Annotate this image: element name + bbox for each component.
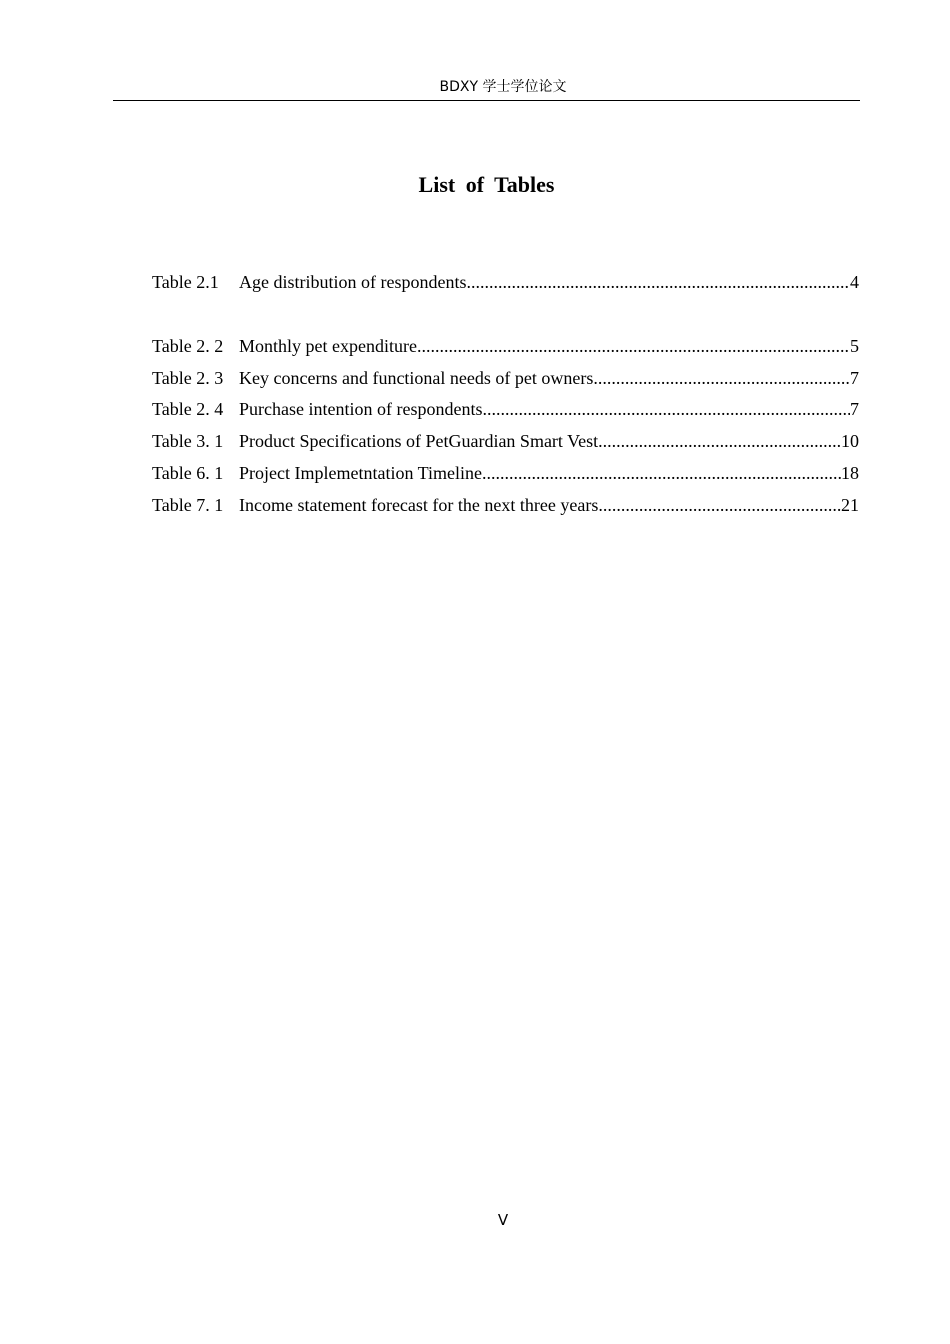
toc-entry-title: Project Implemetntation Timeline (239, 463, 482, 483)
toc-entry-label: Table 7. 1 (152, 495, 224, 515)
toc-entry[interactable] (152, 461, 859, 485)
toc-entry-label: Table 6. 1 (152, 463, 224, 483)
running-header: BDXY 学士学位论文 (439, 79, 567, 95)
toc-entry-title: Purchase intention of respondents (239, 399, 483, 419)
dot-leader (482, 397, 850, 421)
list-of-tables (0, 0, 950, 600)
toc-entry[interactable] (152, 270, 859, 294)
toc-entry-title: Product Specifications of PetGuardian Smart Vest (239, 431, 599, 451)
toc-entry-label: Table 2. 3 (152, 368, 224, 388)
toc-entry-label: Table 2.1 (152, 272, 219, 292)
dot-leader (598, 493, 841, 517)
toc-entry-label: Table 2. 2 (152, 336, 224, 356)
toc-entry-page: 7 (850, 399, 859, 419)
dot-leader (466, 270, 850, 294)
toc-entry-page: 4 (850, 272, 859, 292)
dot-leader (598, 429, 841, 453)
page-title: List of Tables (418, 172, 555, 197)
dot-leader (417, 334, 850, 358)
toc-entry-page: 5 (850, 336, 859, 356)
toc-entry[interactable] (152, 397, 859, 421)
toc-entry-title: Key concerns and functional needs of pet owners (239, 368, 594, 388)
dot-leader (482, 461, 841, 485)
toc-entry-page: 7 (850, 368, 859, 388)
dot-leader (593, 366, 850, 390)
page-number: V (497, 1211, 509, 1229)
toc-entry-title: Income statement forecast for the next three years (239, 495, 599, 515)
toc-entry-label: Table 2. 4 (152, 399, 224, 419)
toc-entry-page: 21 (841, 495, 859, 515)
toc-entry-title: Monthly pet expenditure (239, 336, 417, 356)
toc-entry-label: Table 3. 1 (152, 431, 224, 451)
toc-entry[interactable] (152, 334, 859, 358)
toc-entry-title: Age distribution of respondents (239, 272, 467, 292)
toc-entry[interactable] (152, 429, 859, 453)
toc-entry[interactable] (152, 493, 859, 517)
toc-entry[interactable] (152, 366, 859, 390)
toc-entry-page: 18 (841, 463, 859, 483)
toc-entry-page: 10 (841, 431, 859, 451)
